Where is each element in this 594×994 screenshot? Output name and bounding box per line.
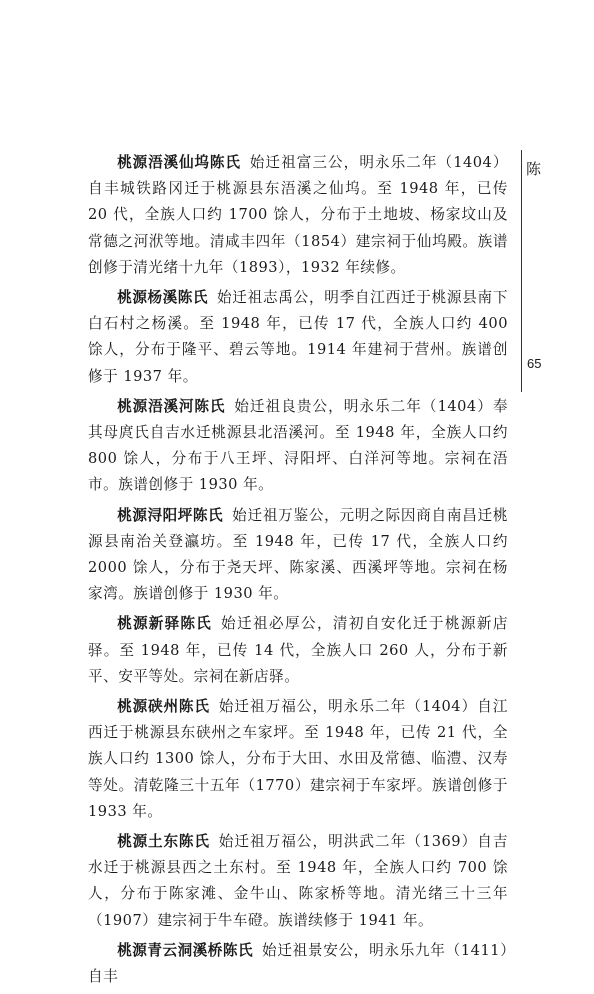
entry-text: 始迁祖良贵公，明永乐二年（1404）奉其母庹氏自吉水迁桃源县北浯溪河。至 1948 年，全族人口约 800 馀人，分布于八王坪、浔阳坪、白洋河等地。宗祠在浯市。族谱创修于 1930 年。 (88, 397, 508, 494)
genealogy-entries (88, 150, 508, 994)
genealogy-entry (88, 394, 508, 499)
margin-divider (521, 150, 522, 392)
genealogy-entry (88, 285, 508, 390)
entry-text: 始迁祖万鉴公，元明之际因商自南昌迁桃源县南治关登瀛坊。至 1948 年，已传 17 代，全族人口约 2000 馀人，分布于尧天坪、陈家溪、西溪坪等地。宗祠在杨家湾。族谱创修于 1930 年。 (88, 506, 508, 603)
genealogy-entry (88, 694, 508, 825)
section-label: 陈 (526, 160, 542, 178)
page-number: 65 (527, 356, 542, 371)
clan-name: 桃源青云洞溪桥陈氏 (117, 941, 254, 959)
clan-name: 桃源浔阳坪陈氏 (117, 506, 224, 524)
genealogy-entry (88, 938, 508, 990)
entry-text: 始迁祖必厚公，清初自安化迁于桃源新店驿。至 1948 年，已传 14 代，全族人口 260 人，分布于新平、安平等处。宗祠在新店驿。 (88, 615, 508, 685)
genealogy-entry (88, 611, 508, 690)
entry-text: 始迁祖万福公，明洪武二年（1369）自吉水迁于桃源县西之土东村。至 1948 年，全族人口约 700 馀人，分布于陈家滩、金牛山、陈家桥等地。清光绪三十三年（1907）建宗祠于牛车磴。族谱续修于 1941 年。 (88, 833, 508, 929)
clan-name: 桃源浯溪仙坞陈氏 (117, 154, 241, 171)
clan-name: 桃源新驿陈氏 (117, 615, 212, 633)
entry-text: 始迁祖景安公，明永乐九年（1411）自丰 (88, 941, 509, 986)
entry-text: 始迁祖万福公，明永乐二年（1404）自江西迁于桃源县东硖州之车家坪。至 1948 年，已传 21 代，全族人口约 1300 馀人，分布于大田、水田及常德、临澧、汉寿等处。清乾隆三十五年（1770）建宗祠于车家坪。族谱创修于 1933 年。 (88, 698, 508, 820)
clan-name: 桃源土东陈氏 (117, 833, 210, 851)
clan-name: 桃源浯溪河陈氏 (117, 397, 226, 415)
genealogy-entry (88, 503, 508, 608)
entry-text: 始迁祖富三公，明永乐二年（1404）自丰城铁路冈迁于桃源县东浯溪之仙坞。至 1948 年，已传 20 代，全族人口约 1700 馀人，分布于土地坡、杨家坟山及常德之河洑等地。清咸丰四年（1854）建宗祠于仙坞殿。族谱创修于清光绪十九年（1893），1932 年续修。 (88, 154, 508, 276)
genealogy-entry (88, 829, 508, 934)
clan-name: 桃源硖州陈氏 (117, 698, 210, 716)
clan-name: 桃源杨溪陈氏 (117, 289, 208, 307)
genealogy-entry (88, 150, 508, 281)
entry-text: 始迁祖志禹公，明季自江西迁于桃源县南下白石村之杨溪。至 1948 年，已传 17 代，全族人口约 400 馀人，分布于隆平、碧云等地。1914 年建祠于营州。族谱创修于 1937 年。 (88, 289, 508, 385)
